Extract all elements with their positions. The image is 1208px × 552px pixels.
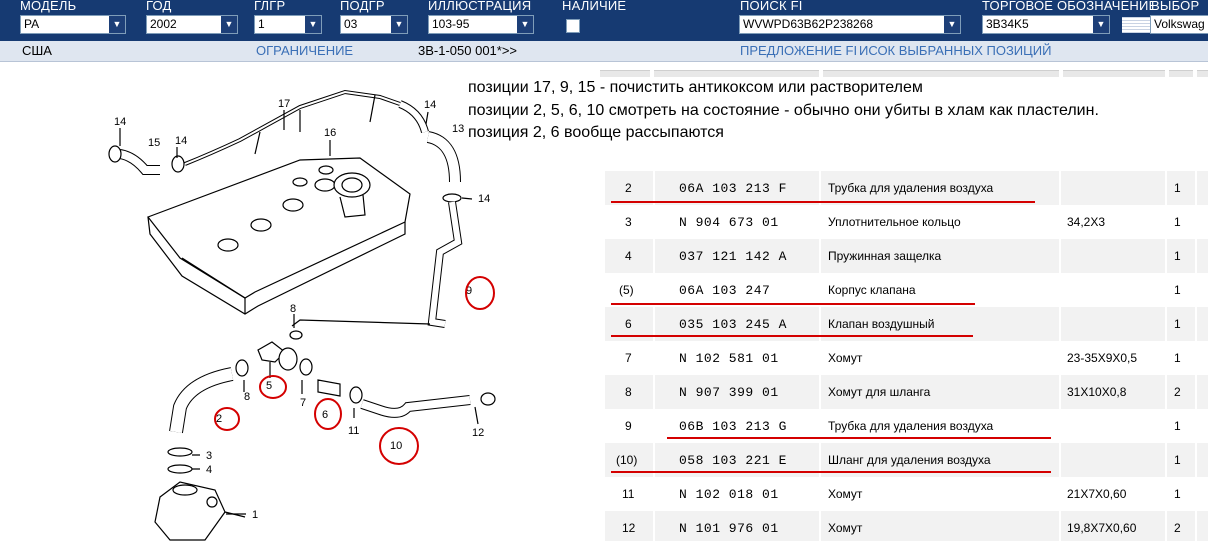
callout-14c: 14 bbox=[424, 99, 437, 111]
qty-cell: 1 bbox=[1174, 181, 1181, 195]
table-header-strip bbox=[823, 70, 1059, 77]
choice-label: ВЫБОР bbox=[1151, 0, 1200, 13]
model-label: МОДЕЛЬ bbox=[20, 0, 77, 13]
chevron-down-icon: ▼ bbox=[221, 16, 237, 33]
search-label: ПОИСК FI bbox=[740, 0, 803, 13]
restriction-link[interactable]: ОГРАНИЧЕНИЕ bbox=[256, 43, 354, 58]
chevron-down-icon: ▼ bbox=[305, 16, 321, 33]
qty-cell: 1 bbox=[1174, 215, 1181, 229]
spec-cell: 23-35X9X0,5 bbox=[1067, 351, 1138, 365]
part-name-cell: Шланг для удаления воздуха bbox=[828, 453, 991, 467]
table-row[interactable] bbox=[605, 341, 1208, 375]
callout-10: 10 bbox=[390, 440, 403, 452]
column-divider bbox=[1195, 171, 1197, 542]
part-number-cell[interactable]: N 102 018 01 bbox=[679, 487, 779, 502]
part-number-cell[interactable]: 06A 103 213 F bbox=[679, 181, 787, 196]
callout-11: 11 bbox=[348, 425, 360, 437]
spec-cell: 34,2X3 bbox=[1067, 215, 1106, 229]
column-divider bbox=[1059, 171, 1061, 542]
model-select[interactable]: PA ▼ bbox=[20, 15, 126, 34]
callout-2: 2 bbox=[216, 413, 223, 425]
pos-cell: 7 bbox=[625, 351, 632, 365]
red-circle-5 bbox=[260, 376, 286, 398]
column-divider bbox=[819, 171, 821, 542]
sub-bar bbox=[0, 41, 1208, 62]
filter-bar bbox=[0, 0, 1208, 41]
podgr-select[interactable]: 03 ▼ bbox=[340, 15, 408, 34]
availability-checkbox[interactable] bbox=[566, 19, 580, 33]
table-row[interactable] bbox=[605, 375, 1208, 409]
callout-6: 6 bbox=[322, 409, 329, 421]
callout-16: 16 bbox=[324, 127, 337, 139]
part-name-cell: Трубка для удаления воздуха bbox=[828, 419, 994, 433]
part-name-cell: Трубка для удаления воздуха bbox=[828, 181, 994, 195]
callout-8a: 8 bbox=[290, 303, 297, 315]
qty-cell: 2 bbox=[1174, 385, 1181, 399]
note-line: позиции 17, 9, 15 - почистить антикоксом или растворителем bbox=[468, 79, 923, 96]
illustration-label: ИЛЛЮСТРАЦИЯ bbox=[428, 0, 532, 13]
red-underline bbox=[611, 471, 1051, 473]
column-divider bbox=[653, 171, 655, 542]
table-header-strip bbox=[1063, 70, 1165, 77]
pos-cell: 12 bbox=[622, 521, 636, 535]
callout-17: 17 bbox=[278, 98, 291, 110]
table-row[interactable] bbox=[605, 273, 1208, 307]
part-name-cell: Клапан воздушный bbox=[828, 317, 935, 331]
code-text: 3B-1-050 001*>> bbox=[418, 43, 518, 58]
glgr-label: ГЛГР bbox=[254, 0, 286, 13]
part-number-cell[interactable]: 06B 103 213 G bbox=[679, 419, 787, 434]
callout-14b: 14 bbox=[175, 135, 188, 147]
chevron-down-icon: ▼ bbox=[517, 16, 533, 33]
callout-9: 9 bbox=[466, 285, 473, 297]
pos-cell: 11 bbox=[622, 487, 635, 501]
callout-1: 1 bbox=[252, 509, 259, 521]
pos-cell: 4 bbox=[625, 249, 632, 263]
pos-cell: 3 bbox=[625, 215, 632, 229]
qty-cell: 1 bbox=[1174, 249, 1181, 263]
selected-list-link[interactable]: ИСОК ВЫБРАННЫХ ПОЗИЦИЙ bbox=[859, 43, 1052, 58]
pos-cell: (10) bbox=[616, 453, 638, 467]
qty-cell: 1 bbox=[1174, 317, 1181, 331]
red-underline bbox=[667, 437, 1051, 439]
part-name-cell: Хомут bbox=[828, 487, 863, 501]
podgr-label: ПОДГР bbox=[340, 0, 385, 13]
qty-cell: 2 bbox=[1174, 521, 1181, 535]
part-name-cell: Хомут bbox=[828, 351, 863, 365]
search-select[interactable]: WVWPD63B62P238268 ▼ bbox=[739, 15, 961, 34]
callout-4: 4 bbox=[206, 464, 213, 476]
part-number-cell[interactable]: 06A 103 247 bbox=[679, 283, 771, 298]
part-name-cell: Уплотнительное кольцо bbox=[828, 215, 961, 229]
red-underline bbox=[611, 335, 973, 337]
part-number-cell[interactable]: N 907 399 01 bbox=[679, 385, 779, 400]
callout-5: 5 bbox=[266, 380, 273, 392]
table-row[interactable] bbox=[605, 477, 1208, 511]
callout-8b: 8 bbox=[244, 391, 251, 403]
availability-label: НАЛИЧИЕ bbox=[562, 0, 627, 13]
trade-label: ТОРГОВОЕ ОБОЗНАЧЕНИЕ bbox=[982, 0, 1158, 13]
year-label: ГОД bbox=[146, 0, 172, 13]
chevron-down-icon: ▼ bbox=[109, 16, 125, 33]
red-underline bbox=[611, 303, 975, 305]
column-divider bbox=[1165, 171, 1167, 542]
table-row[interactable] bbox=[605, 171, 1208, 205]
part-number-cell[interactable]: N 904 673 01 bbox=[679, 215, 779, 230]
red-underline bbox=[611, 201, 1035, 203]
callout-12: 12 bbox=[472, 427, 485, 439]
table-header-strip bbox=[1197, 70, 1208, 77]
table-row[interactable] bbox=[605, 511, 1208, 541]
qty-cell: 1 bbox=[1174, 453, 1181, 467]
glgr-select[interactable]: 1 ▼ bbox=[254, 15, 322, 34]
table-header-strip bbox=[654, 70, 819, 77]
part-name-cell: Корпус клапана bbox=[828, 283, 916, 297]
note-line: позиции 2, 5, 6, 10 смотреть на состояние - обычно они убиты в хлам как пластелин. bbox=[468, 102, 1099, 119]
callout-13: 13 bbox=[452, 123, 465, 135]
qty-cell: 1 bbox=[1174, 283, 1181, 297]
part-number-cell[interactable]: N 102 581 01 bbox=[679, 351, 779, 366]
part-name-cell: Хомут bbox=[828, 521, 863, 535]
spec-cell: 21X7X0,60 bbox=[1067, 487, 1127, 501]
trade-select[interactable]: 3B34K5 ▼ bbox=[982, 15, 1110, 34]
table-row[interactable] bbox=[605, 205, 1208, 239]
table-row[interactable] bbox=[605, 239, 1208, 273]
stripes-decoration bbox=[1122, 17, 1150, 33]
callout-3: 3 bbox=[206, 450, 213, 462]
chevron-down-icon: ▼ bbox=[1093, 16, 1109, 33]
spec-cell: 31X10X0,8 bbox=[1067, 385, 1127, 399]
pos-cell: 6 bbox=[625, 317, 632, 331]
chevron-down-icon: ▼ bbox=[944, 16, 960, 33]
part-number-cell[interactable]: 035 103 245 A bbox=[679, 317, 787, 332]
table-header-strip bbox=[1169, 70, 1193, 77]
region-text: США bbox=[22, 43, 52, 58]
qty-cell: 1 bbox=[1174, 351, 1181, 365]
part-name-cell: Пружинная защелка bbox=[828, 249, 942, 263]
part-number-cell[interactable]: 058 103 221 E bbox=[679, 453, 787, 468]
pos-cell: 8 bbox=[625, 385, 632, 399]
table-header-strip bbox=[600, 70, 650, 77]
part-name-cell: Хомут для шланга bbox=[828, 385, 931, 399]
chevron-down-icon: ▼ bbox=[391, 16, 407, 33]
callout-14d: 14 bbox=[478, 193, 491, 205]
callout-15: 15 bbox=[148, 137, 161, 149]
proposal-link[interactable]: ПРЕДЛОЖЕНИЕ FI bbox=[740, 43, 858, 58]
pos-cell: (5) bbox=[619, 283, 634, 297]
part-number-cell[interactable]: N 101 976 01 bbox=[679, 521, 779, 536]
note-line: позиция 2, 6 вообще рассыпаются bbox=[468, 124, 724, 141]
pos-cell: 2 bbox=[625, 181, 632, 195]
callout-7: 7 bbox=[300, 397, 307, 409]
pos-cell: 9 bbox=[625, 419, 632, 433]
spec-cell: 19,8X7X0,60 bbox=[1067, 521, 1137, 535]
illustration-select[interactable]: 103-95 ▼ bbox=[428, 15, 534, 34]
valve-cover-drawing bbox=[148, 158, 410, 314]
choice-select[interactable]: Volkswag bbox=[1150, 15, 1208, 34]
part-number-cell[interactable]: 037 121 142 A bbox=[679, 249, 787, 264]
callout-14a: 14 bbox=[114, 116, 127, 128]
qty-cell: 1 bbox=[1174, 419, 1181, 433]
qty-cell: 1 bbox=[1174, 487, 1181, 501]
year-select[interactable]: 2002 ▼ bbox=[146, 15, 238, 34]
